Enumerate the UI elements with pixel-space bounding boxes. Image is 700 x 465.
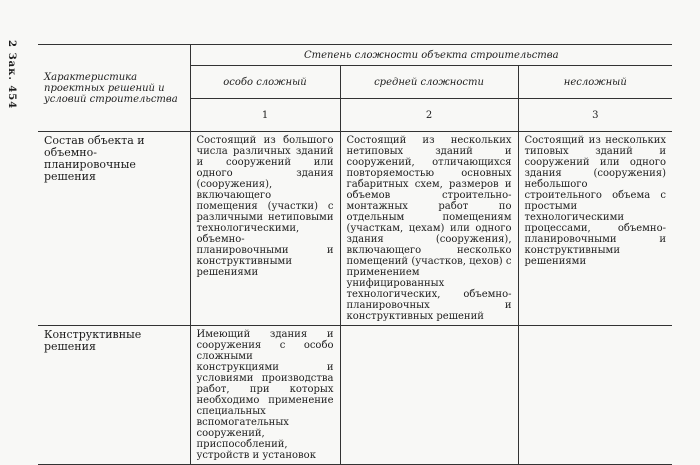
cell-composition-very-complex: Состоящий из большого числа различных зданий и сооружений или одного здания (сооружения), включающего помещения (участки) с различными нетиповыми технологическими, объемно-планировочными и конструктивными решениями: [190, 132, 340, 326]
header-num-1: 1: [190, 99, 340, 132]
cell-structural-very-complex: Имеющий здания и сооружения с особо сложными конструкциями и условиями производства работ, при которых необходимо применение специальных вспомогательных сооружений, приспособлений, устройств и установок: [190, 326, 340, 465]
header-complexity-degree: Степень сложности объекта строительства: [190, 45, 672, 66]
header-col-simple: несложный: [518, 66, 672, 99]
complexity-table: [38, 44, 672, 465]
header-num-2: 2: [340, 99, 518, 132]
header-col-medium: средней сложности: [340, 66, 518, 99]
cell-structural-medium: [340, 326, 518, 465]
cell-composition-simple: Состоящий из нескольких типовых зданий и сооружений или одного здания (сооружения) небольшого строительного объема с простыми технологическими процессами, объемно-планировочными и конструктивными решениями: [518, 132, 672, 326]
row-label-structural: Конструктивные решения: [38, 326, 190, 465]
margin-note: 2 Зак. 454: [6, 40, 17, 110]
row-label-composition: Состав объекта и объемно-планировочные решения: [38, 132, 190, 326]
header-num-3: 3: [518, 99, 672, 132]
cell-structural-simple: [518, 326, 672, 465]
cell-composition-medium: Состоящий из нескольких нетиповых зданий и сооружений, отличающихся повторяемостью основных габаритных схем, размеров и объемов строительно-монтажных работ по отдельным помещениям (участкам, цехам) или одного здания (сооружения), включающего несколько помещений (участков, цехов) с применением унифицированных технологических, объемно-планировочных и конструктивных решений: [340, 132, 518, 326]
header-col-very-complex: особо сложный: [190, 66, 340, 99]
header-characteristic: Характеристика проектных решений и условий строительства: [38, 45, 190, 132]
